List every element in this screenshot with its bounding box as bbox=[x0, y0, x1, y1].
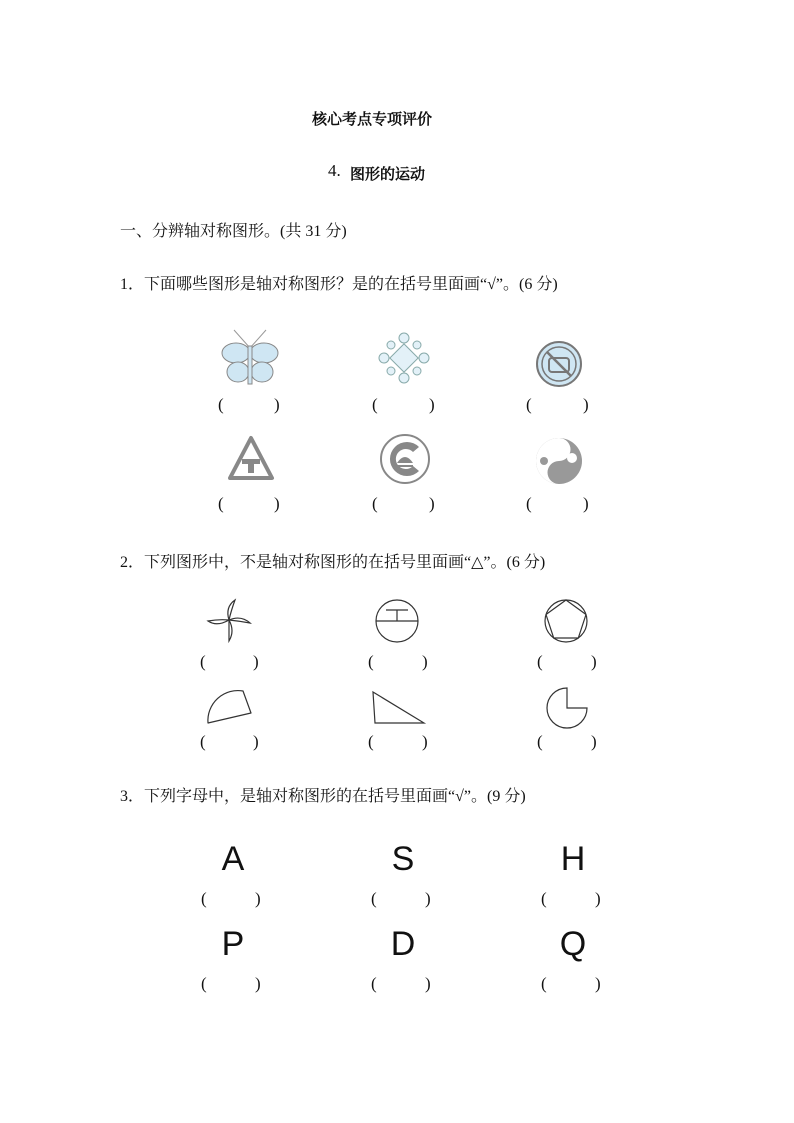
answer-paren-open: ( bbox=[541, 889, 547, 908]
answer-paren-close: ) bbox=[422, 732, 428, 751]
answer-paren-close: ) bbox=[595, 974, 601, 993]
three-quarter-circle-icon bbox=[545, 686, 589, 730]
circle-with-lines-icon bbox=[374, 598, 420, 644]
answer-paren-open: ( bbox=[201, 889, 207, 908]
question-1: 1．下面哪些图形是轴对称图形？是的在括号里面画“√”。(6 分) bbox=[120, 276, 558, 293]
answer-paren-close: ) bbox=[429, 395, 435, 414]
answer-paren-close: ) bbox=[255, 889, 261, 908]
question-2: 2．下列图形中，不是轴对称图形的在括号里面画“△”。(6 分) bbox=[120, 554, 546, 571]
answer-paren-open: ( bbox=[201, 974, 207, 993]
answer-paren-open: ( bbox=[537, 652, 543, 671]
answer-paren-close: ) bbox=[253, 732, 259, 751]
answer-paren-open: ( bbox=[200, 652, 206, 671]
answer-paren-close: ) bbox=[583, 395, 589, 414]
pinwheel-icon bbox=[205, 597, 253, 643]
answer-paren-close: ) bbox=[425, 974, 431, 993]
chapter-title: 图形的运动 bbox=[350, 165, 426, 183]
letter-q: Q bbox=[559, 925, 587, 963]
page-title: 核心考点专项评价 bbox=[312, 110, 433, 128]
c-logo-icon bbox=[379, 433, 431, 485]
answer-paren-close: ) bbox=[583, 494, 589, 513]
answer-paren-close: ) bbox=[274, 494, 280, 513]
answer-paren-open: ( bbox=[371, 974, 377, 993]
answer-paren-open: ( bbox=[200, 732, 206, 751]
answer-paren-close: ) bbox=[274, 395, 280, 414]
letter-p: P bbox=[221, 925, 245, 963]
pentagon-in-circle-icon bbox=[543, 598, 589, 644]
answer-paren-close: ) bbox=[591, 732, 597, 751]
answer-paren-open: ( bbox=[371, 889, 377, 908]
letter-h: H bbox=[560, 840, 586, 878]
right-triangle-icon bbox=[369, 689, 427, 727]
letter-a: A bbox=[221, 840, 245, 878]
answer-paren-open: ( bbox=[218, 395, 224, 414]
section-heading: 一、分辨轴对称图形。(共 31 分) bbox=[120, 223, 347, 240]
answer-paren-open: ( bbox=[372, 395, 378, 414]
answer-paren-open: ( bbox=[218, 494, 224, 513]
answer-paren-close: ) bbox=[425, 889, 431, 908]
answer-paren-close: ) bbox=[422, 652, 428, 671]
butterfly-icon bbox=[219, 328, 281, 388]
answer-paren-close: ) bbox=[595, 889, 601, 908]
letter-s: S bbox=[391, 840, 415, 878]
answer-paren-open: ( bbox=[537, 732, 543, 751]
answer-paren-close: ) bbox=[429, 494, 435, 513]
question-3: 3．下列字母中，是轴对称图形的在括号里面画“√”。(9 分) bbox=[120, 788, 526, 805]
answer-paren-open: ( bbox=[372, 494, 378, 513]
answer-paren-open: ( bbox=[526, 494, 532, 513]
answer-paren-open: ( bbox=[368, 652, 374, 671]
answer-paren-close: ) bbox=[253, 652, 259, 671]
answer-paren-open: ( bbox=[541, 974, 547, 993]
chapter-number: 4. bbox=[328, 161, 341, 180]
answer-paren-close: ) bbox=[591, 652, 597, 671]
answer-paren-close: ) bbox=[255, 974, 261, 993]
t-junction-warning-sign-icon bbox=[227, 435, 275, 481]
no-parking-sign-icon bbox=[535, 340, 583, 388]
answer-paren-open: ( bbox=[368, 732, 374, 751]
letter-d: D bbox=[390, 925, 416, 963]
answer-paren-open: ( bbox=[526, 395, 532, 414]
snowflake-icon bbox=[378, 332, 430, 384]
sector-icon bbox=[205, 688, 253, 728]
yin-yang-icon bbox=[534, 436, 584, 486]
